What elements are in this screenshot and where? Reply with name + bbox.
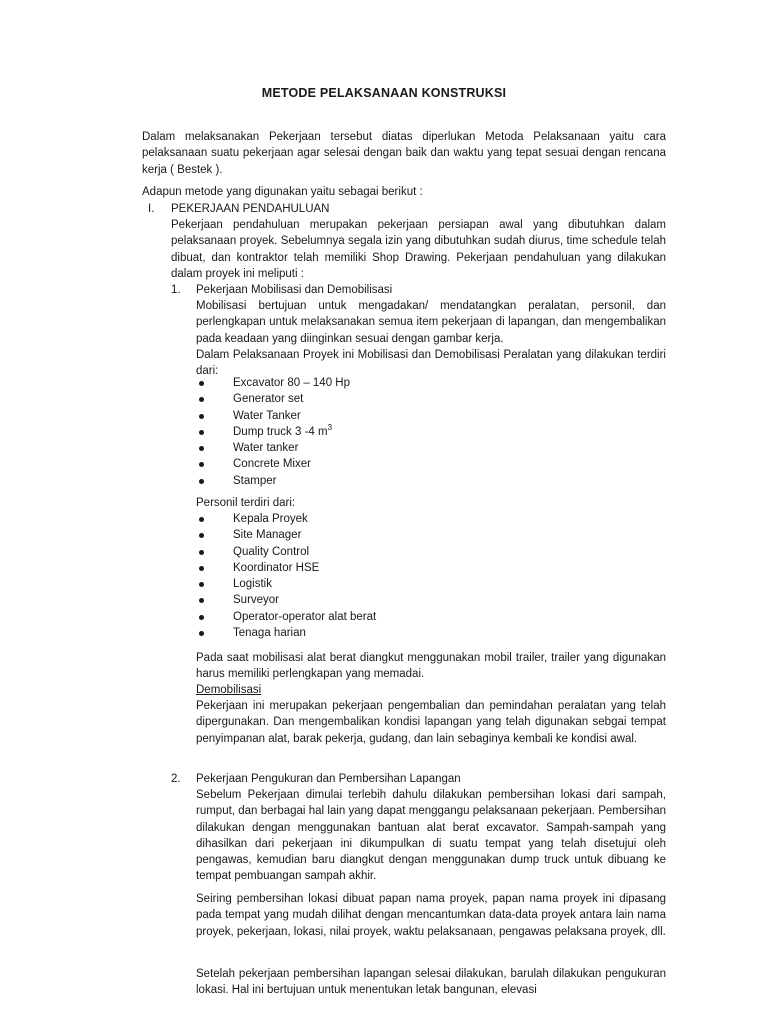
bullet-icon	[199, 381, 204, 386]
bullet-icon	[199, 517, 204, 522]
list-item: Stamper	[196, 473, 666, 489]
list-item: Excavator 80 – 140 Hp	[196, 375, 666, 391]
papan-nama-paragraph: Seiring pembersihan lokasi dibuat papan nama proyek, papan nama proyek ini dipasang pada tempat yang mudah dilihat dengan mencantumkan data-data proyek antara lain nama proyek, pekerjaan, lokasi, nilai proyek, waktu pelaksanaan, pengawas pelaksana proyek, dll.	[196, 893, 666, 938]
bullet-icon	[199, 533, 204, 538]
list-item: Logistik	[196, 576, 666, 592]
bullet-icon	[199, 397, 204, 402]
bullet-icon	[199, 430, 204, 435]
section-heading	[142, 201, 666, 217]
pengukuran-paragraph: Setelah pekerjaan pembersihan lapangan selesai dilakukan, barulah dilakukan pengukuran lokasi. Hal ini bertujuan untuk menentukan letak bangunan, elevasi	[196, 968, 666, 997]
personnel-label: Personil terdiri dari:	[196, 497, 296, 509]
item-2-number: 2.	[171, 773, 181, 785]
list-item: Site Manager	[196, 527, 666, 543]
adapun-paragraph: Adapun metode yang digunakan yaitu sebagai berikut :	[142, 186, 423, 198]
pembersihan-paragraph: Sebelum Pekerjaan dimulai terlebih dahulu dilakukan pembersihan lokasi dari sampah, rumput, dan berbagai hal lain yang dapat menggangu pelaksanaan pekerjaan. Pembersihan dilakukan dengan menggunakan bantuan alat berat excavator. Sampah-sampah yang dihasilkan dari pekerjaan ini dikumpulkan di suatu tempat yang telah disetujui oleh pengawas, kemudian baru diangkut dengan menggunakan dump truck untuk dibuang ke tempat pembuangan sampah akhir.	[196, 789, 666, 883]
list-item: Quality Control	[196, 544, 666, 560]
list-item: Kepala Proyek	[196, 511, 666, 527]
item-1-number: 1.	[171, 284, 181, 296]
item-2-title: Pekerjaan Pengukuran dan Pembersihan Lapangan	[196, 773, 461, 785]
section-number: I.	[148, 203, 155, 215]
list-item: Operator-operator alat berat	[196, 609, 666, 625]
list-item: Koordinator HSE	[196, 560, 666, 576]
list-item: Water Tanker	[196, 408, 666, 424]
list-item: Dump truck 3 -4 $m^3$	[196, 424, 666, 440]
page-title: METODE PELAKSANAAN KONSTRUKSI	[261, 86, 507, 100]
personnel-list	[196, 511, 666, 641]
item-2-heading	[171, 771, 666, 787]
superscript: 3	[327, 423, 333, 433]
list-item: Concrete Mixer	[196, 456, 666, 472]
list-item: Surveyor	[196, 592, 666, 608]
demobilisasi-paragraph: Pekerjaan ini merupakan pekerjaan pengembalian dan pemindahan peralatan yang telah dipergunakan. Dan mengembalikan kondisi lapangan yang telah digunakan sebgai tempat penyimpanan alat, barak pekerja, gudang, dan lain sebaginya kembali ke kondisi awal.	[196, 700, 666, 745]
section-title: PEKERJAAN PENDAHULUAN	[171, 203, 330, 215]
mobilisasi-equipment-intro: Dalam Pelaksanaan Proyek ini Mobilisasi dan Demobilisasi Peralatan yang dilakukan terdiri dari:	[196, 349, 666, 378]
list-item: Generator set	[196, 391, 666, 407]
bullet-icon	[199, 598, 204, 603]
section-paragraph: Pekerjaan pendahuluan merupakan pekerjaan persiapan awal yang dibutuhkan dalam pelaksanaan proyek. Sebelumnya segala izin yang dibutuhkan sudah diurus, time schedule telah dibuat, dan kontraktor telah memiliki Shop Drawing. Pekerjaan pendahuluan yang dilakukan dalam proyek ini meliputi :	[171, 219, 666, 280]
item-1-title: Pekerjaan Mobilisasi dan Demobilisasi	[196, 284, 393, 296]
item-1-heading	[171, 282, 666, 298]
bullet-icon	[199, 462, 204, 467]
equipment-list	[196, 375, 666, 489]
bullet-icon	[199, 479, 204, 484]
mobilisasi-paragraph: Mobilisasi bertujuan untuk mengadakan/ mendatangkan peralatan, personil, dan perlengkapan untuk melaksanakan semua item pekerjaan di lapangan, dan mengembalikan pada keadaan yang diinginkan sesuai dengan gambar kerja.	[196, 300, 666, 345]
list-item: Tenaga harian	[196, 625, 666, 641]
bullet-icon	[199, 414, 204, 419]
list-item: Water tanker	[196, 440, 666, 456]
bullet-icon	[199, 615, 204, 620]
mobilisasi-transport-paragraph: Pada saat mobilisasi alat berat diangkut menggunakan mobil trailer, trailer yang digunakan harus memiliki perlengkapan yang memadai.	[196, 652, 666, 681]
bullet-icon	[199, 550, 204, 555]
bullet-icon	[199, 446, 204, 451]
bullet-icon	[199, 582, 204, 587]
demobilisasi-heading: Demobilisasi	[196, 684, 262, 696]
intro-paragraph: Dalam melaksanakan Pekerjaan tersebut diatas diperlukan Metoda Pelaksanaan yaitu cara pelaksanaan suatu pekerjaan agar selesai dengan baik dan waktu yang tepat sesuai dengan rencana kerja ( Bestek ).	[142, 131, 666, 176]
bullet-icon	[199, 566, 204, 571]
bullet-icon	[199, 631, 204, 636]
